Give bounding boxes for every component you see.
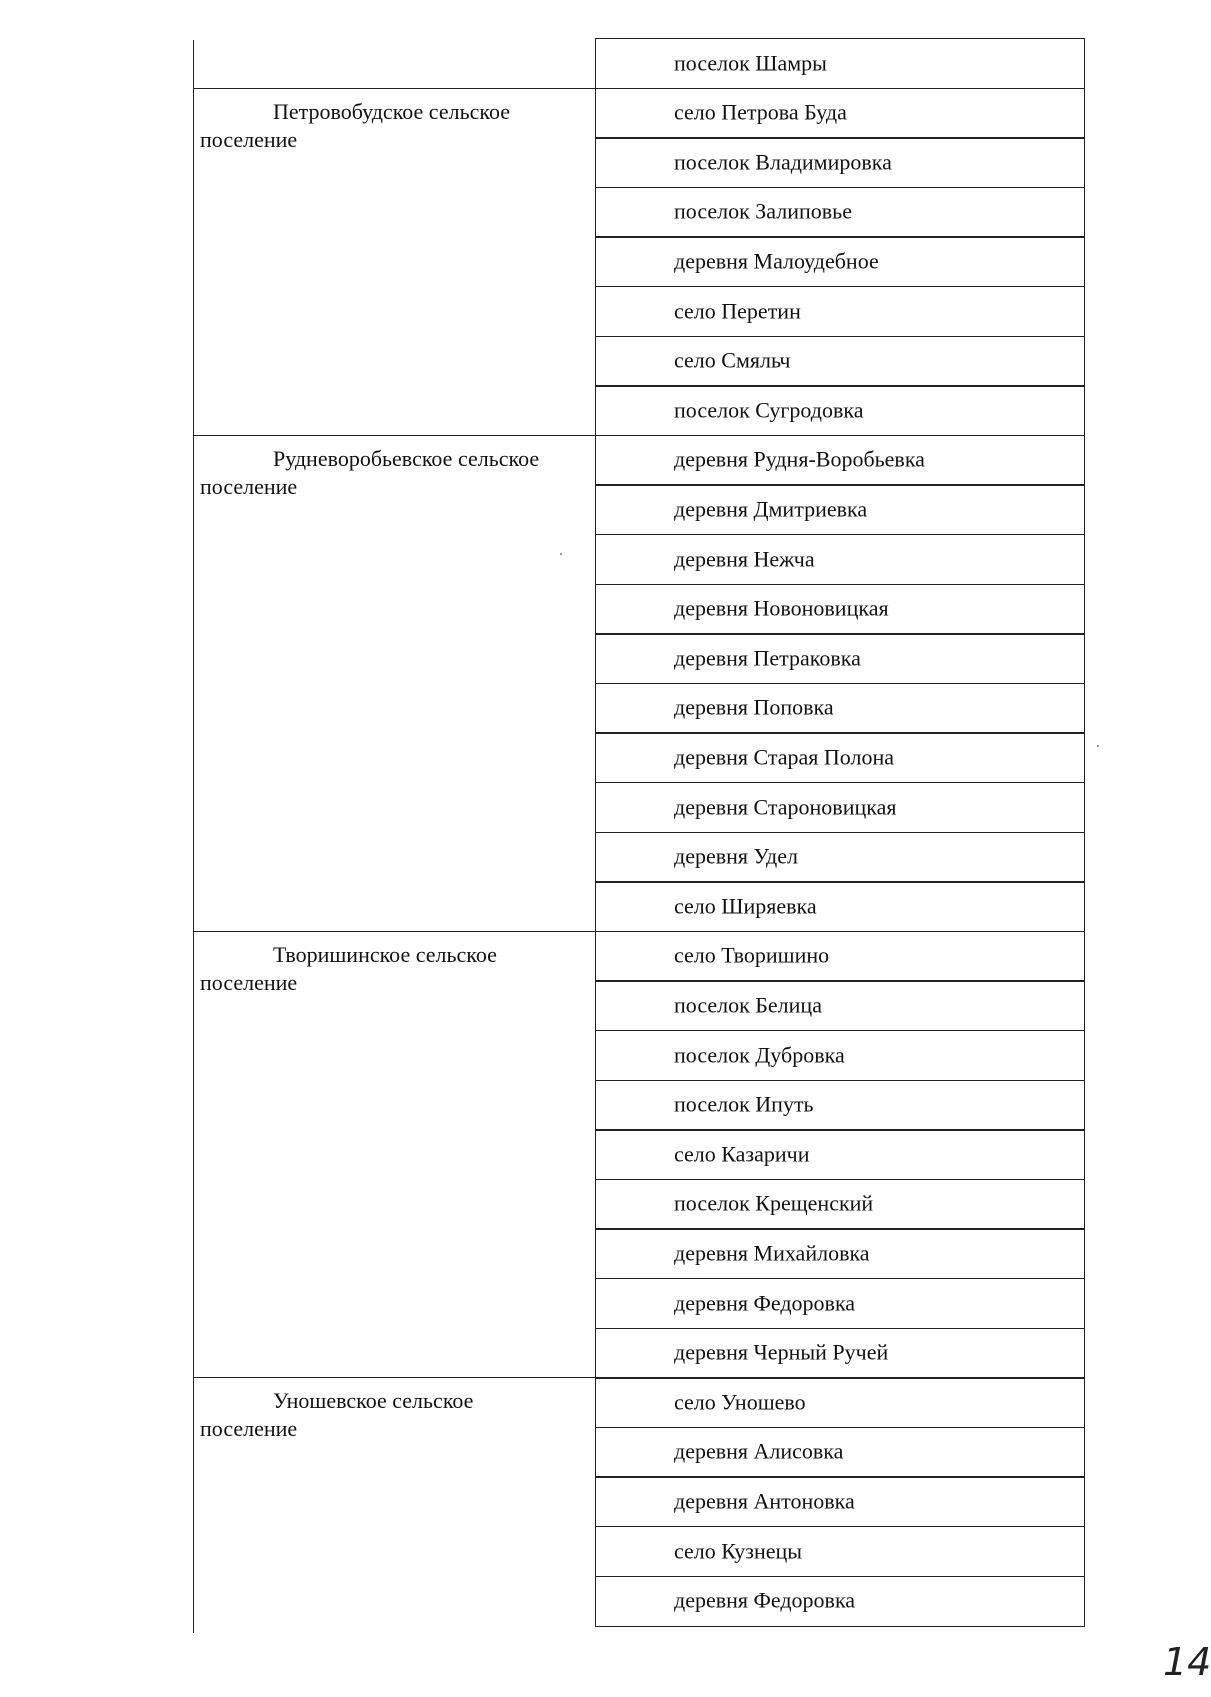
group-divider <box>193 1377 595 1378</box>
settlement-cell <box>595 1328 1085 1379</box>
table-left-border <box>193 40 194 1633</box>
settlement-name: деревня Дмитриевка <box>674 496 868 522</box>
settlement-cell <box>595 1179 1085 1230</box>
page-number: 14 <box>1163 1640 1211 1684</box>
settlement-name: деревня Удел <box>674 843 798 869</box>
settlement-cell <box>595 1377 1085 1428</box>
group-name-line-2: поселение <box>200 126 298 152</box>
settlement-cell <box>595 584 1085 635</box>
settlement-name: деревня Антоновка <box>674 1488 855 1514</box>
settlement-cell <box>595 484 1085 535</box>
settlement-cell <box>595 1427 1085 1478</box>
settlement-name: село Петрова Буда <box>674 99 847 125</box>
settlement-cell <box>595 236 1085 287</box>
settlement-cell <box>595 633 1085 684</box>
settlement-cell <box>595 683 1085 734</box>
settlement-cell <box>595 385 1085 436</box>
settlement-name: деревня Черный Ручей <box>674 1339 889 1365</box>
settlement-name: деревня Старая Полона <box>674 744 895 770</box>
group-name-line-2: поселение <box>200 1416 298 1442</box>
settlement-name: деревня Федоровка <box>674 1290 856 1316</box>
settlement-name: село Кузнецы <box>674 1538 803 1564</box>
group-divider <box>193 88 595 89</box>
settlement-name: поселок Владимировка <box>674 149 892 175</box>
settlement-cell <box>595 1476 1085 1527</box>
settlement-cell <box>595 931 1085 982</box>
settlement-cell <box>595 1228 1085 1279</box>
settlement-cell <box>595 1526 1085 1577</box>
settlement-cell <box>595 980 1085 1031</box>
settlement-name: село Перетин <box>674 298 801 324</box>
group-name-line-2: поселение <box>200 969 298 995</box>
settlement-cell <box>595 1278 1085 1329</box>
group-name-line-1: Петровобудское сельское <box>273 98 510 124</box>
settlement-group-name <box>200 445 585 501</box>
settlement-cell <box>595 782 1085 833</box>
settlement-name: поселок Дубровка <box>674 1042 845 1068</box>
settlement-cell <box>595 534 1085 585</box>
settlement-name: деревня Новоновицкая <box>674 595 889 621</box>
settlement-cell <box>595 187 1085 238</box>
settlement-name: поселок Ипуть <box>674 1091 814 1117</box>
settlement-cell <box>595 1080 1085 1131</box>
settlement-cell <box>595 832 1085 883</box>
settlement-name: деревня Федоровка <box>674 1587 856 1613</box>
settlement-name: село Уношево <box>674 1389 806 1415</box>
settlement-name: поселок Шамры <box>674 50 827 76</box>
settlement-name: деревня Рудня-Воробьевка <box>674 446 925 472</box>
settlement-name: деревня Алисовка <box>674 1438 844 1464</box>
settlement-cell <box>595 435 1085 486</box>
settlement-name: село Творишино <box>674 942 830 968</box>
settlement-name: деревня Петраковка <box>674 645 861 671</box>
settlement-name: поселок Крещенский <box>674 1190 874 1216</box>
group-divider <box>193 435 595 436</box>
settlement-name: деревня Нежча <box>674 546 815 572</box>
settlement-name: деревня Поповка <box>674 694 834 720</box>
settlement-name: поселок Белица <box>674 992 822 1018</box>
group-name-line-1: Творишинское сельское <box>273 941 497 967</box>
settlement-name: деревня Малоудебное <box>674 248 879 274</box>
settlement-cell <box>595 336 1085 387</box>
settlement-cell <box>595 732 1085 783</box>
settlement-name: село Смяльч <box>674 347 791 373</box>
settlement-cell <box>595 881 1085 932</box>
settlement-cell <box>595 286 1085 337</box>
settlement-cell <box>595 137 1085 188</box>
group-divider <box>193 931 595 932</box>
settlement-name: деревня Михайловка <box>674 1240 870 1266</box>
settlement-group-name <box>200 941 585 997</box>
group-name-line-1: Уношевское сельское <box>273 1388 474 1414</box>
settlement-group-name <box>200 98 585 154</box>
settlement-name: село Ширяевка <box>674 893 817 919</box>
settlement-name: деревня Староновицкая <box>674 794 897 820</box>
group-name-line-2: поселение <box>200 473 298 499</box>
settlement-name: поселок Залиповье <box>674 198 852 224</box>
settlement-cell <box>595 38 1085 89</box>
settlement-cell <box>595 1129 1085 1180</box>
settlement-cell <box>595 1030 1085 1081</box>
settlement-name: село Казаричи <box>674 1141 810 1167</box>
scan-speck <box>560 553 562 555</box>
settlement-cell <box>595 88 1085 139</box>
settlement-name: поселок Сугродовка <box>674 397 864 423</box>
group-name-line-1: Рудневоробьевское сельское <box>273 445 540 471</box>
settlement-cell <box>595 1576 1085 1627</box>
settlement-group-name <box>200 1387 585 1443</box>
scan-speck <box>1097 745 1099 747</box>
